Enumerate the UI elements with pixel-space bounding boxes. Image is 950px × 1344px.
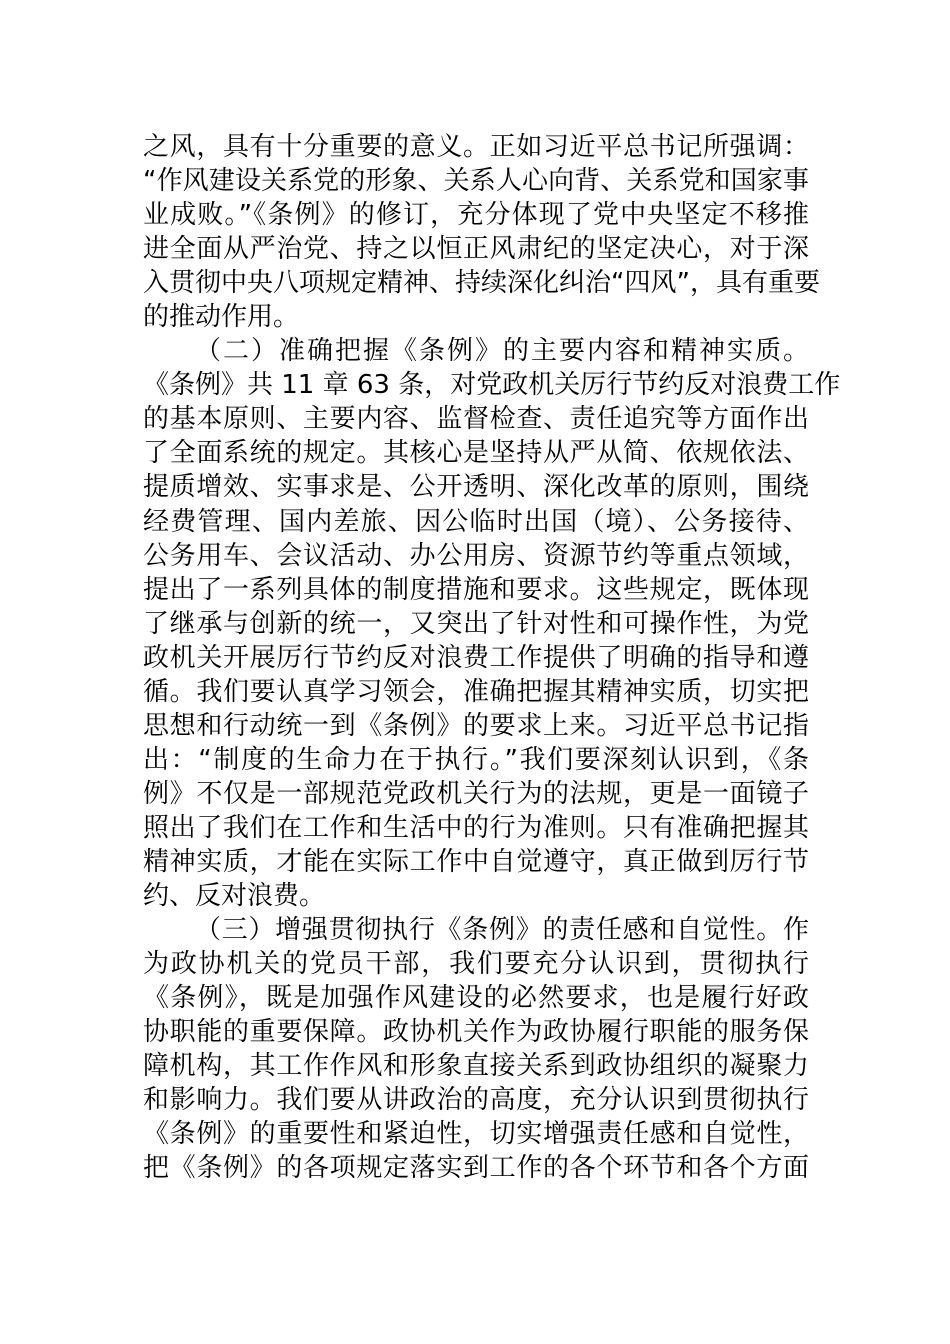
paragraph-heading-line: （二）准确把握《条例》的主要内容和精神实质。 <box>195 336 809 367</box>
text-line: 照出了我们在工作和生活中的行为准则。只有准确把握其 <box>143 812 809 843</box>
text-line: 提质增效、实事求是、公开透明、深化改革的原则，围绕 <box>143 472 809 503</box>
text-line: 为政协机关的党员干部，我们要充分认识到，贯彻执行 <box>143 949 809 980</box>
text-line: 进全面从严治党、持之以恒正风肃纪的坚定决心，对于深 <box>143 234 809 265</box>
text-line: “作风建设关系党的形象、关系人心向背、关系党和国家事 <box>143 166 809 197</box>
text-line: 了继承与创新的统一，又突出了针对性和可操作性，为党 <box>143 608 809 639</box>
text-line: 《条例》共 11 章 63 条，对党政机关厉行节约反对浪费工作 <box>143 370 841 401</box>
text-line: 和影响力。我们要从讲政治的高度，充分认识到贯彻执行 <box>143 1085 809 1116</box>
text-line: 把《条例》的各项规定落实到工作的各个环节和各个方面 <box>143 1153 809 1184</box>
text-line: 精神实质，才能在实际工作中自觉遵守，真正做到厉行节 <box>143 846 809 877</box>
text-line: 约、反对浪费。 <box>143 881 326 912</box>
text-line: 循。我们要认真学习领会，准确把握其精神实质，切实把 <box>143 676 809 707</box>
text-line: 公务用车、会议活动、办公用房、资源节约等重点领域， <box>143 540 809 571</box>
text-line: 出：“制度的生命力在于执行。”我们要深刻认识到，《条 <box>143 744 809 775</box>
text-line: 的基本原则、主要内容、监督检查、责任追究等方面作出 <box>143 404 809 435</box>
text-line: 协职能的重要保障。政协机关作为政协履行职能的服务保 <box>143 1017 809 1048</box>
text-line: 《条例》，既是加强作风建设的必然要求，也是履行好政 <box>143 983 809 1014</box>
text-line: 例》不仅是一部规范党政机关行为的法规，更是一面镜子 <box>143 778 809 809</box>
text-line: 障机构，其工作作风和形象直接关系到政协组织的凝聚力 <box>143 1051 809 1082</box>
paragraph-heading-line: （三）增强贯彻执行《条例》的责任感和自觉性。作 <box>195 915 809 946</box>
text-line: 入贯彻中央八项规定精神、持续深化纠治“四风”，具有重要 <box>143 268 820 299</box>
text-line: 了全面系统的规定。其核心是坚持从严从简、依规依法、 <box>143 438 809 469</box>
text-line: 业成败。”《条例》的修订，充分体现了党中央坚定不移推 <box>143 200 809 231</box>
text-line: 思想和行动统一到《条例》的要求上来。习近平总书记指 <box>143 710 809 741</box>
text-line: 之风，具有十分重要的意义。正如习近平总书记所强调： <box>143 132 809 162</box>
body-text <box>143 130 841 1185</box>
text-line: 提出了一系列具体的制度措施和要求。这些规定，既体现 <box>143 574 809 605</box>
text-line: 政机关开展厉行节约反对浪费工作提供了明确的指导和遵 <box>143 642 809 673</box>
text-line: 的推动作用。 <box>143 302 300 333</box>
text-line: 经费管理、国内差旅、因公临时出国（境）、公务接待、 <box>143 506 809 537</box>
text-line: 《条例》的重要性和紧迫性，切实增强责任感和自觉性， <box>143 1119 809 1150</box>
